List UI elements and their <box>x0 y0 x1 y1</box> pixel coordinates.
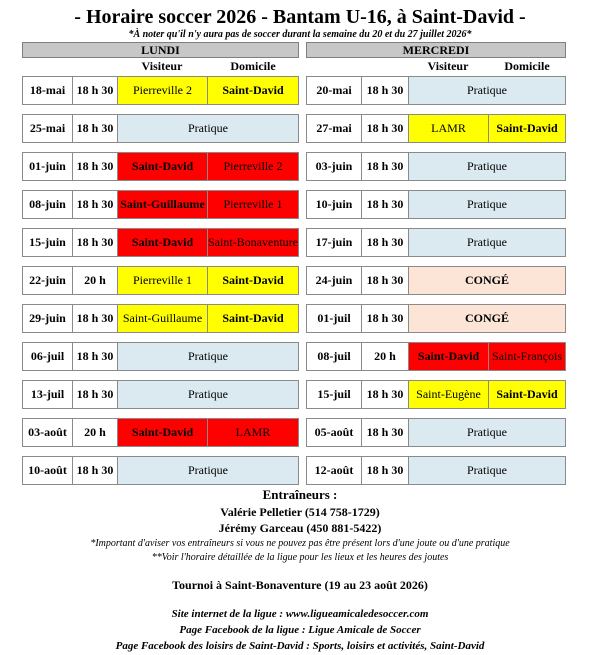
schedule-row <box>306 418 566 447</box>
date-cell: 18-mai <box>23 77 73 104</box>
schedule-row <box>22 380 299 409</box>
date-cell: 03-juin <box>307 153 362 180</box>
holiday-cell: CONGÉ <box>409 267 565 294</box>
local-facebook: Page Facebook des loisirs de Saint-David : Sports, loisirs et activités, Saint-David <box>115 640 485 652</box>
home-team-cell: Saint-David <box>208 267 298 294</box>
schedule-row <box>306 266 566 295</box>
schedule-row <box>306 304 566 333</box>
visitor-team-cell: Saint-Eugène <box>409 381 489 408</box>
league-facebook: Page Facebook de la ligue : Ligue Amicale de Soccer <box>179 624 421 636</box>
subheader-home-lundi: Domicile <box>230 59 276 73</box>
tournament-info: Tournoi à Saint-Bonaventure (19 au 23 août 2026) <box>172 578 428 592</box>
time-cell: 18 h 30 <box>73 457 118 484</box>
date-cell: 10-juin <box>307 191 362 218</box>
date-cell: 17-juin <box>307 229 362 256</box>
practice-cell: Pratique <box>118 343 298 370</box>
date-cell: 03-août <box>23 419 73 446</box>
date-cell: 08-juin <box>23 191 73 218</box>
schedule-row <box>306 380 566 409</box>
time-cell: 18 h 30 <box>362 267 409 294</box>
time-cell: 18 h 30 <box>362 229 409 256</box>
time-cell: 18 h 30 <box>73 191 118 218</box>
schedule-row <box>22 114 299 143</box>
schedule-row <box>22 152 299 181</box>
time-cell: 18 h 30 <box>73 115 118 142</box>
practice-cell: Pratique <box>409 153 565 180</box>
time-cell: 18 h 30 <box>362 381 409 408</box>
schedule-row <box>22 342 299 371</box>
date-cell: 15-juin <box>23 229 73 256</box>
holiday-cell: CONGÉ <box>409 305 565 332</box>
schedule-row <box>22 456 299 485</box>
time-cell: 18 h 30 <box>73 305 118 332</box>
date-cell: 15-juil <box>307 381 362 408</box>
schedule-row <box>306 76 566 105</box>
date-cell: 20-mai <box>307 77 362 104</box>
schedule-row <box>22 228 299 257</box>
schedule-row <box>22 266 299 295</box>
time-cell: 18 h 30 <box>362 419 409 446</box>
home-team-cell: Saint-David <box>208 305 298 332</box>
time-cell: 18 h 30 <box>73 77 118 104</box>
subheader-visitor-mercredi: Visiteur <box>427 59 469 73</box>
coach-2: Jérémy Garceau (450 881-5422) <box>218 521 382 535</box>
home-team-cell: Saint-Bonaventure <box>208 229 298 256</box>
schedule-row <box>22 304 299 333</box>
home-team-cell: Pierreville 2 <box>208 153 298 180</box>
schedule-note: *À noter qu'il n'y aura pas de soccer durant la semaine du 20 et du 27 juillet 2026* <box>128 29 472 40</box>
league-website: Site internet de la ligue : www.ligueamicaledesoccer.com <box>171 608 429 620</box>
remark-2: **Voir l'horaire détaillée de la ligue pour les lieux et les heures des joutes <box>151 552 449 563</box>
date-cell: 05-août <box>307 419 362 446</box>
date-cell: 01-juin <box>23 153 73 180</box>
time-cell: 20 h <box>73 419 118 446</box>
time-cell: 18 h 30 <box>73 381 118 408</box>
visitor-team-cell: Saint-David <box>118 153 208 180</box>
time-cell: 18 h 30 <box>362 153 409 180</box>
visitor-team-cell: Saint-David <box>118 419 208 446</box>
visitor-team-cell: Pierreville 1 <box>118 267 208 294</box>
home-team-cell: Saint-David <box>489 381 565 408</box>
home-team-cell: Saint-David <box>208 77 298 104</box>
schedule-row <box>306 152 566 181</box>
date-cell: 25-mai <box>23 115 73 142</box>
visitor-team-cell: Saint-Guillaume <box>118 191 208 218</box>
schedule-row <box>22 76 299 105</box>
home-team-cell: Pierreville 1 <box>208 191 298 218</box>
time-cell: 20 h <box>73 267 118 294</box>
time-cell: 18 h 30 <box>73 153 118 180</box>
schedule-row <box>22 190 299 219</box>
time-cell: 20 h <box>362 343 409 370</box>
practice-cell: Pratique <box>409 77 565 104</box>
header-mercredi: MERCREDI <box>306 42 566 58</box>
visitor-team-cell: Saint-David <box>118 229 208 256</box>
schedule-row <box>306 114 566 143</box>
time-cell: 18 h 30 <box>73 229 118 256</box>
visitor-team-cell: Pierreville 2 <box>118 77 208 104</box>
visitor-team-cell: Saint-David <box>409 343 489 370</box>
time-cell: 18 h 30 <box>362 115 409 142</box>
subheader-home-mercredi: Domicile <box>504 59 550 73</box>
header-lundi: LUNDI <box>22 42 299 58</box>
schedule-row <box>306 456 566 485</box>
practice-cell: Pratique <box>118 381 298 408</box>
schedule-row <box>306 190 566 219</box>
date-cell: 06-juil <box>23 343 73 370</box>
practice-cell: Pratique <box>409 419 565 446</box>
coach-1: Valérie Pelletier (514 758-1729) <box>220 505 380 519</box>
remark-1: *Important d'aviser vos entraîneurs si vous ne pouvez pas être présent lors d'une joute ou d'une pratique <box>90 538 510 549</box>
practice-cell: Pratique <box>409 191 565 218</box>
practice-cell: Pratique <box>409 229 565 256</box>
date-cell: 08-juil <box>307 343 362 370</box>
home-team-cell: LAMR <box>208 419 298 446</box>
schedule-row <box>306 228 566 257</box>
home-team-cell: Saint-David <box>489 115 565 142</box>
schedule-row <box>22 418 299 447</box>
subheader-visitor-lundi: Visiteur <box>141 59 183 73</box>
date-cell: 01-juil <box>307 305 362 332</box>
practice-cell: Pratique <box>409 457 565 484</box>
date-cell: 24-juin <box>307 267 362 294</box>
date-cell: 12-août <box>307 457 362 484</box>
time-cell: 18 h 30 <box>362 305 409 332</box>
time-cell: 18 h 30 <box>362 457 409 484</box>
time-cell: 18 h 30 <box>362 191 409 218</box>
coaches-heading: Entraîneurs : <box>262 487 338 502</box>
page-title: - Horaire soccer 2026 - Bantam U-16, à Saint-David - <box>74 6 526 28</box>
date-cell: 22-juin <box>23 267 73 294</box>
date-cell: 27-mai <box>307 115 362 142</box>
date-cell: 10-août <box>23 457 73 484</box>
date-cell: 29-juin <box>23 305 73 332</box>
visitor-team-cell: LAMR <box>409 115 489 142</box>
visitor-team-cell: Saint-Guillaume <box>118 305 208 332</box>
home-team-cell: Saint-François <box>489 343 565 370</box>
practice-cell: Pratique <box>118 115 298 142</box>
schedule-row <box>306 342 566 371</box>
time-cell: 18 h 30 <box>362 77 409 104</box>
date-cell: 13-juil <box>23 381 73 408</box>
practice-cell: Pratique <box>118 457 298 484</box>
time-cell: 18 h 30 <box>73 343 118 370</box>
